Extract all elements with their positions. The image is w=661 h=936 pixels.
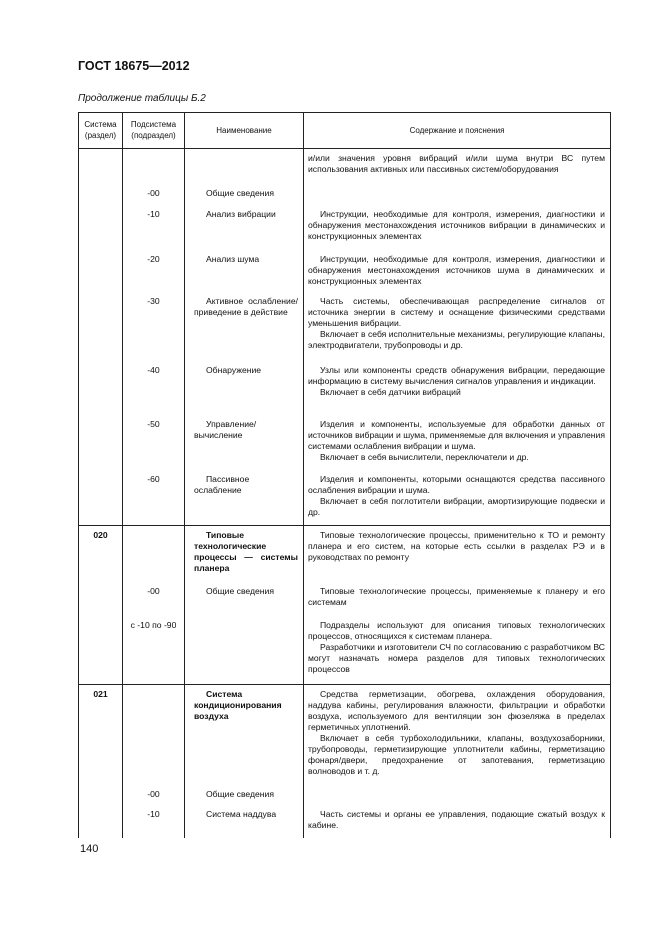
table-border-left bbox=[78, 112, 79, 838]
subsystem-code: -50 bbox=[147, 419, 160, 429]
content-block bbox=[308, 419, 605, 463]
subsystem-code: -00 bbox=[147, 789, 160, 799]
item-name: Анализ вибрации bbox=[206, 209, 276, 219]
doc-title: ГОСТ 18675—2012 bbox=[78, 59, 190, 73]
content-text: Включает в себя датчики вибраций bbox=[320, 387, 461, 397]
content-block bbox=[308, 474, 605, 518]
section-title: Система кондиционирования воздуха bbox=[194, 689, 282, 721]
content-text: Типовые технологические процессы, применяемые к планеру и его системам bbox=[308, 586, 605, 607]
table-continuation-label: Продолжение таблицы Б.2 bbox=[78, 93, 206, 104]
subsystem-code: с -10 по -90 bbox=[130, 620, 177, 630]
column-header-subsystem: Подсистема (подраздел) bbox=[130, 120, 177, 140]
subsystem-code: -10 bbox=[147, 809, 160, 819]
section-divider bbox=[78, 684, 611, 685]
content-block bbox=[308, 365, 605, 398]
content-text: Включает в себя исполнительные механизмы, регулирующие клапаны, электродвигатели, трубопроводы и др. bbox=[308, 329, 605, 350]
content-block bbox=[308, 809, 605, 831]
system-code: 020 bbox=[93, 530, 108, 540]
subsystem-code: -60 bbox=[147, 474, 160, 484]
item-name: Система наддува bbox=[206, 809, 277, 819]
specification-table bbox=[78, 112, 611, 838]
content-text: Включает в себя турбохолодильники, клапаны, воздухозаборники, трубопроводы, герметизирующие уплотнители кабины, герметизацию фонаря/двери, предохранение от запотевания, герметизацию волноводов и т. д. bbox=[308, 733, 605, 776]
subsystem-code: -00 bbox=[147, 586, 160, 596]
column-header-system: Система (раздел) bbox=[84, 120, 117, 140]
content-block bbox=[308, 296, 605, 351]
subsystem-code: -20 bbox=[147, 254, 160, 264]
content-block bbox=[308, 530, 605, 563]
column-header-name: Наименование bbox=[216, 125, 272, 135]
subsystem-code: -10 bbox=[147, 209, 160, 219]
page-number: 140 bbox=[80, 843, 99, 855]
content-text: Подразделы используют для описания типовых технологических процессов, относящихся к системам планера. bbox=[308, 620, 605, 641]
table-border-right bbox=[610, 112, 611, 838]
content-block bbox=[308, 254, 605, 287]
section-divider bbox=[78, 525, 611, 526]
section-title: Типовые технологические процессы — системы планера bbox=[194, 530, 298, 573]
content-text: и/или значения уровня вибраций и/или шума внутри ВС путем использования активных или пассивных систем/оборудования bbox=[308, 153, 605, 174]
content-text: Включает в себя поглотители вибрации, амортизирующие подвески и др. bbox=[308, 496, 605, 517]
subsystem-code: -00 bbox=[147, 188, 160, 198]
subsystem-code: -40 bbox=[147, 365, 160, 375]
content-text: Инструкции, необходимые для контроля, измерения, диагностики и обнаружения местонахождения источников шума в динамических и конструкционных элементах bbox=[308, 254, 605, 286]
content-text: Изделия и компоненты, которыми оснащаются средства пассивного ослабления вибрации и шума. bbox=[308, 474, 605, 495]
content-text: Часть системы и органы ее управления, подающие сжатый воздух к кабине. bbox=[308, 809, 605, 830]
item-name: Общие сведения bbox=[206, 789, 274, 799]
content-text: Включает в себя вычислители, переключатели и др. bbox=[320, 452, 529, 462]
table-row bbox=[308, 153, 605, 175]
content-text: Средства герметизации, обогрева, охлаждения оборудования, наддува кабины, регулирования влажности, фильтрации и обработки воздуха, используемого для вентиляции зон фюзеляжа в пределах герметичных уплотнений. bbox=[308, 689, 605, 732]
content-text: Узлы или компоненты средств обнаружения вибрации, передающие информацию в систему вычисления сигналов управления и индикации. bbox=[308, 365, 605, 386]
content-text: Типовые технологические процессы, применительно к ТО и ремонту планера и его систем, на которые есть ссылки в разделах РЭ и в руководствах по ремонту bbox=[308, 530, 605, 562]
column-divider bbox=[184, 112, 185, 838]
content-block bbox=[308, 689, 605, 777]
system-code: 021 bbox=[93, 689, 108, 699]
content-text: Разработчики и изготовители СЧ по согласованию с разработчиком ВС могут назначать номера разделов для типовых технологических процессов bbox=[308, 642, 605, 674]
content-block bbox=[308, 586, 605, 608]
item-name: Общие сведения bbox=[206, 586, 274, 596]
item-name: Обнаружение bbox=[206, 365, 262, 375]
content-text: Инструкции, необходимые для контроля, измерения, диагностики и обнаружения местонахождения источников вибрации в динамических и конструкционных элементах bbox=[308, 209, 605, 241]
column-divider bbox=[303, 112, 304, 838]
item-name: Активное ослабление/приведение в действие bbox=[194, 296, 298, 317]
item-name: Управление/вычисление bbox=[194, 419, 257, 440]
header-divider bbox=[78, 148, 611, 149]
content-text: Часть системы, обеспечивающая распределение сигналов от источника энергии в систему и оснащение физическими средствами уменьшения вибрации. bbox=[308, 296, 605, 328]
column-header-content: Содержание и пояснения bbox=[409, 125, 505, 135]
content-block bbox=[308, 209, 605, 242]
item-name: Пассивное ослабление bbox=[194, 474, 250, 495]
item-name: Общие сведения bbox=[206, 188, 274, 198]
item-name: Анализ шума bbox=[206, 254, 260, 264]
subsystem-code: -30 bbox=[147, 296, 160, 306]
content-block bbox=[308, 620, 605, 675]
content-text: Изделия и компоненты, используемые для обработки данных от источников вибрации и шума, применяемые для включения и управления системами ослабления вибрации и шума. bbox=[308, 419, 605, 451]
